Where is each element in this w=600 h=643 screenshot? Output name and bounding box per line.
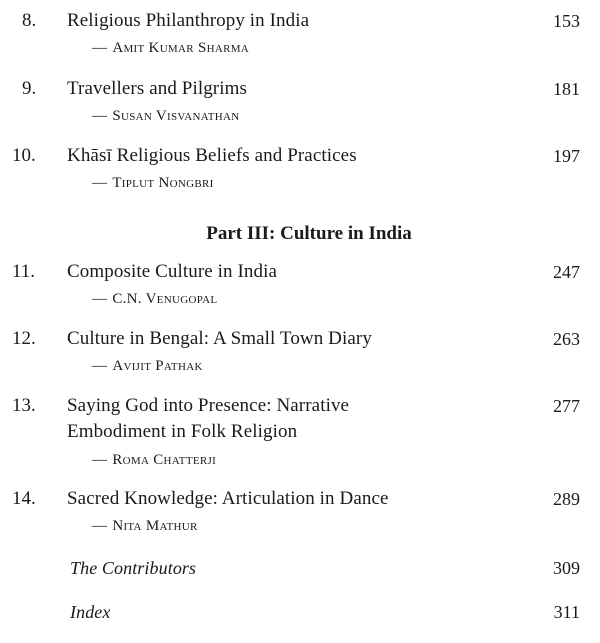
part-heading: Part III: Culture in India	[206, 223, 412, 244]
chapter-title: Khāsī Religious Beliefs and Practices	[67, 145, 357, 166]
chapter-title: Sacred Knowledge: Articulation in Dance	[67, 488, 389, 509]
page-number: 153	[553, 11, 580, 31]
chapter-title-line1: Saying God into Presence: Narrative	[67, 395, 350, 416]
chapter-author: — Nita Mathur	[92, 518, 198, 534]
chapter-number: 8.	[22, 10, 37, 31]
back-matter-title: Index	[70, 602, 111, 622]
page-number: 309	[553, 558, 580, 578]
chapter-title: Religious Philanthropy in India	[67, 10, 310, 31]
chapter-title: Culture in Bengal: A Small Town Diary	[67, 328, 372, 349]
page-number: 197	[553, 146, 580, 166]
back-matter-title: The Contributors	[70, 558, 197, 578]
chapter-number: 11.	[12, 261, 36, 282]
page-number: 181	[553, 79, 580, 99]
chapter-title-line2: Embodiment in Folk Religion	[67, 421, 298, 442]
page-number: 263	[553, 329, 580, 349]
page-number: 277	[553, 396, 580, 416]
chapter-number: 9.	[22, 78, 37, 99]
chapter-title: Composite Culture in India	[67, 261, 277, 282]
chapter-author: — Avijit Pathak	[92, 358, 203, 374]
page-number: 247	[553, 262, 580, 282]
chapter-author: — Amit Kumar Sharma	[92, 40, 250, 56]
page-number: 311	[553, 602, 580, 622]
chapter-author: — Tiplut Nongbri	[92, 175, 214, 191]
page-number: 289	[553, 489, 580, 509]
chapter-author: — C.N. Venugopal	[92, 291, 218, 307]
chapter-number: 14.	[12, 488, 36, 509]
chapter-title: Travellers and Pilgrims	[67, 78, 247, 99]
chapter-author: — Roma Chatterji	[92, 452, 217, 468]
chapter-number: 10.	[12, 145, 36, 166]
chapter-author: — Susan Visvanathan	[92, 108, 240, 124]
chapter-number: 12.	[12, 328, 36, 349]
chapter-number: 13.	[12, 395, 36, 416]
